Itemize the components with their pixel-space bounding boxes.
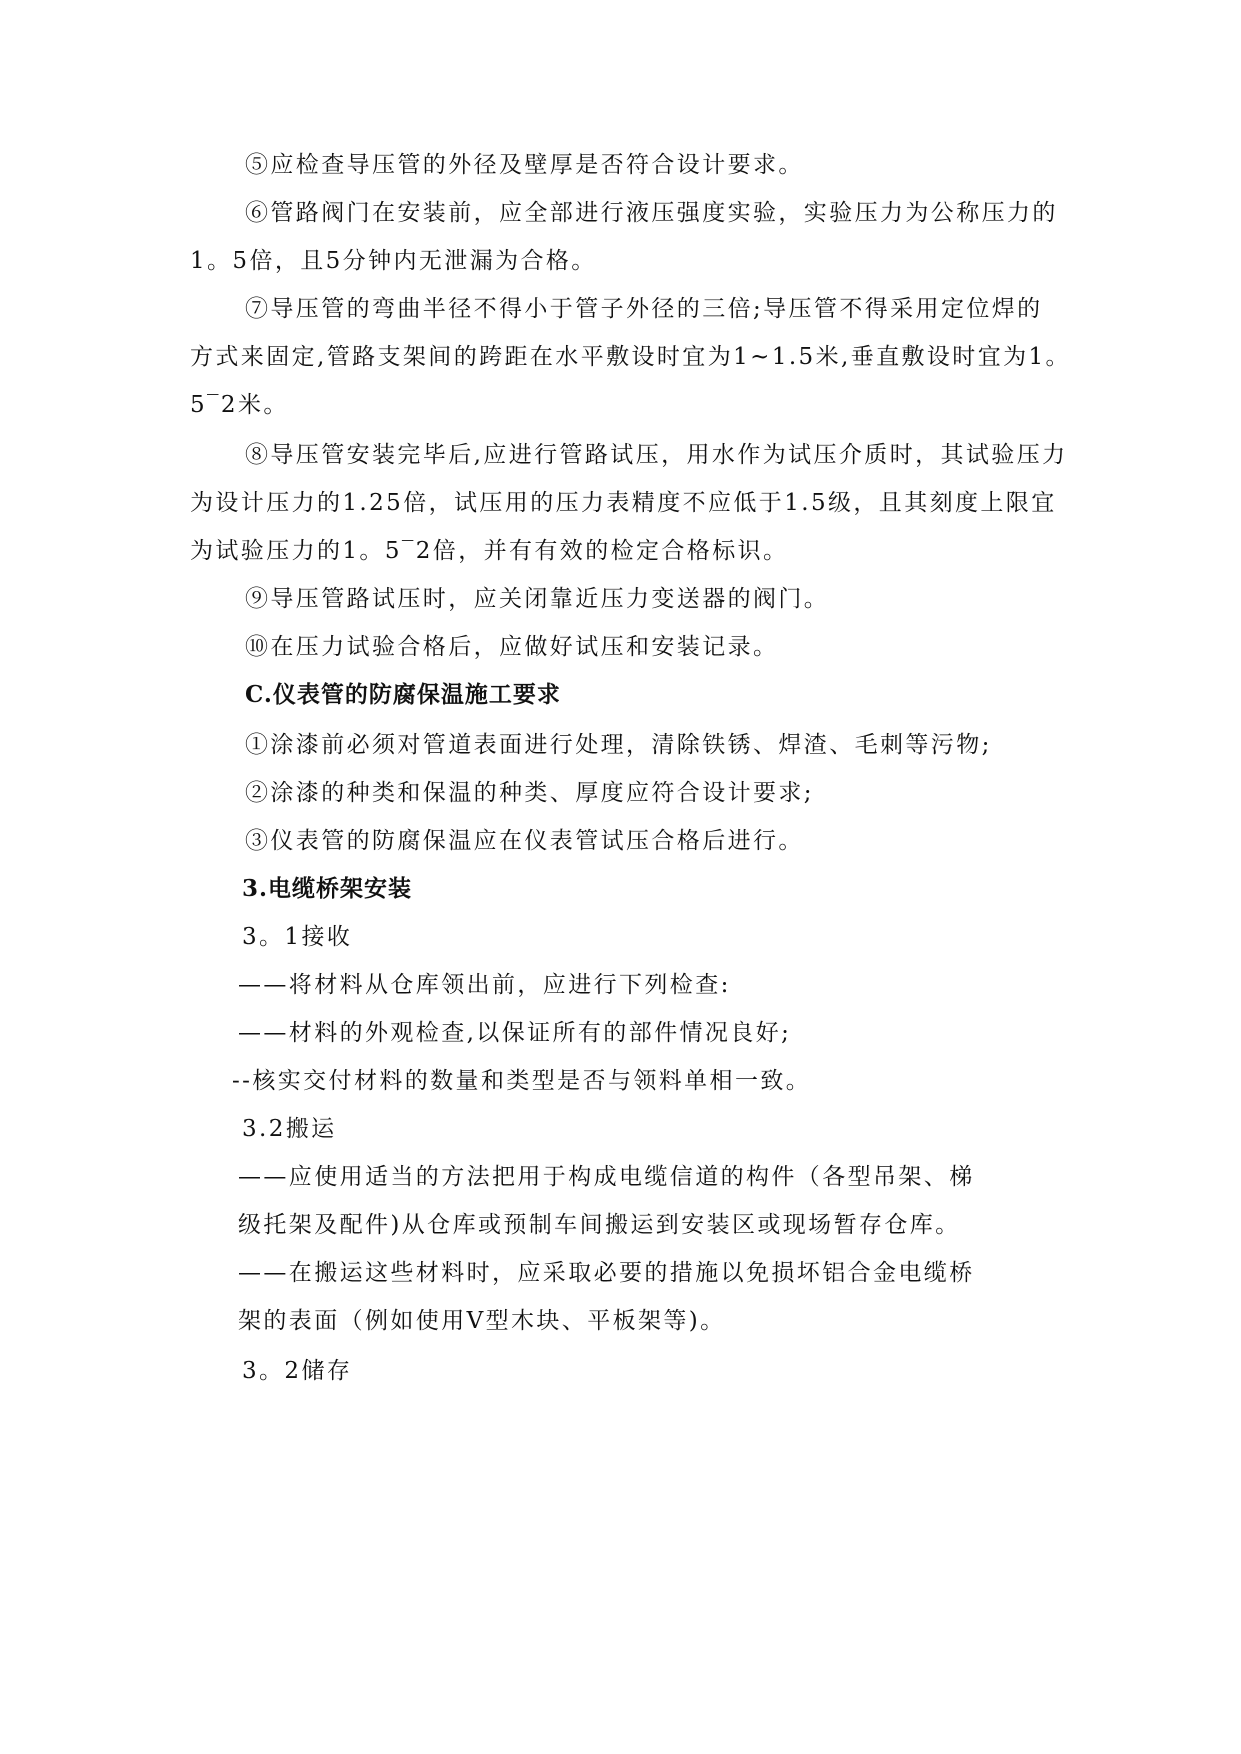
item-8-continuation-2: 为试验压力的1。5‾2倍，并有有效的检定合格标识。 [190, 538, 789, 564]
receiving-check-appearance: ——材料的外观检查,以保证所有的部件情况良好; [238, 1020, 792, 1046]
section-c-heading: C.仪表管的防腐保温施工要求 [245, 681, 561, 708]
item-10-text: ⑩在压力试验合格后，应做好试压和安装记录。 [245, 634, 779, 660]
item-6-continuation: 1。5倍，且5分钟内无泄漏为合格。 [190, 248, 597, 274]
section-3-heading: 3.电缆桥架安装 [242, 875, 413, 902]
handling-text-1-continuation: 级托架及配件)从仓库或预制车间搬运到安装区或现场暂存仓库。 [238, 1212, 961, 1238]
receiving-check-quantity: --核实交付材料的数量和类型是否与领料单相一致。 [232, 1068, 812, 1094]
subsection-3-1-heading: 3。1接收 [242, 924, 353, 950]
item-8-continuation-1: 为设计压力的1.25倍，试压用的压力表精度不应低于1.5级，且其刻度上限宜 [190, 490, 1057, 516]
receiving-check-intro: ——将材料从仓库领出前，应进行下列检查: [238, 972, 731, 998]
handling-text-2-continuation: 架的表面（例如使用V型木块、平板架等)。 [238, 1308, 726, 1334]
item-7-continuation-2: 5‾2米。 [190, 392, 289, 418]
handling-text-2: ——在搬运这些材料时，应采取必要的措施以免损坏铝合金电缆桥 [238, 1260, 975, 1286]
item-6-text: ⑥管路阀门在安装前，应全部进行液压强度实验，实验压力为公称压力的 [245, 200, 1058, 226]
section-c-item-1: ①涂漆前必须对管道表面进行处理，清除铁锈、焊渣、毛刺等污物; [245, 732, 992, 758]
item-5-text: ⑤应检查导压管的外径及壁厚是否符合设计要求。 [245, 152, 804, 178]
item-8-text: ⑧导压管安装完毕后,应进行管路试压，用水作为试压介质时，其试验压力 [245, 442, 1068, 468]
item-7-text: ⑦导压管的弯曲半径不得小于管子外径的三倍;导压管不得采用定位焊的 [245, 296, 1043, 322]
storage-heading: 3。2储存 [242, 1358, 353, 1384]
section-c-item-3: ③仪表管的防腐保温应在仪表管试压合格后进行。 [245, 828, 804, 854]
section-c-item-2: ②涂漆的种类和保温的种类、厚度应符合设计要求; [245, 780, 814, 806]
subsection-3-2-heading: 3.2搬运 [242, 1116, 337, 1142]
item-7-continuation-1: 方式来固定,管路支架间的跨距在水平敷设时宜为1~1.5米,垂直敷设时宜为1。 [190, 344, 1071, 370]
handling-text-1: ——应使用适当的方法把用于构成电缆信道的构件（各型吊架、梯 [238, 1164, 975, 1190]
item-9-text: ⑨导压管路试压时，应关闭靠近压力变送器的阀门。 [245, 586, 830, 612]
